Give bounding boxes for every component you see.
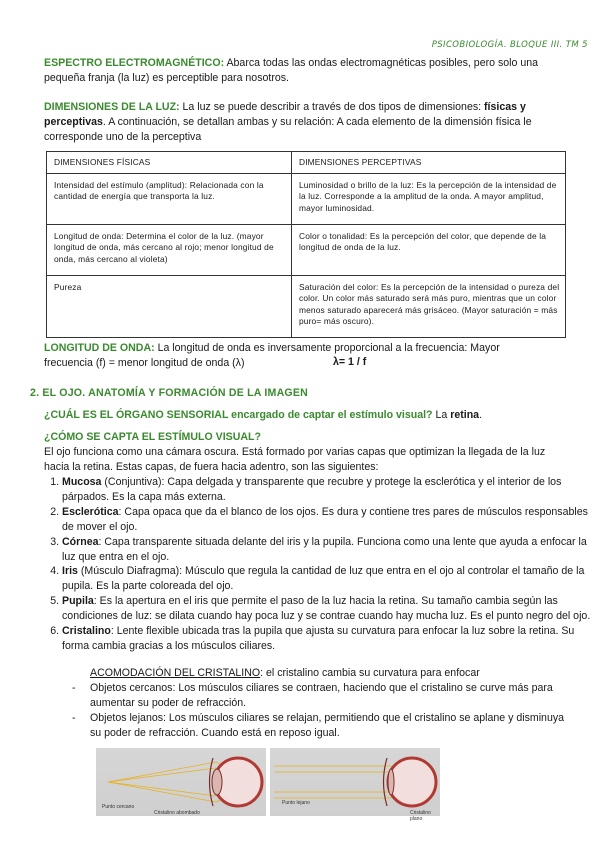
question-2-title: [44, 430, 562, 445]
list-item: [62, 505, 592, 535]
list-item: [62, 594, 592, 624]
eye-layers-list: [40, 475, 592, 654]
espectro-paragraph: [44, 56, 562, 86]
list-item: [62, 564, 592, 594]
list-item: [62, 535, 592, 565]
figure-label: Punto cercano: [102, 804, 135, 810]
list-item: - Objetos lejanos: Los músculos ciliares se relajan, permitiendo que el cristalino se aplane y disminuya su poder de refracción. Cuando está en reposo igual.: [90, 711, 570, 741]
table-header-row: [47, 152, 566, 174]
table-cell: Pureza: [47, 275, 292, 337]
layer-name: Mucosa: [62, 476, 102, 488]
dimensiones-text1: La luz se puede describir a través de dos tipos de dimensiones:: [179, 101, 485, 113]
layer-desc: : Capa transparente situada delante del iris y la pupila. Funciona como una lente que ayuda a enfocar la luz que entra en el ojo.: [62, 535, 587, 563]
figure-label: Cristalino abombado: [154, 810, 200, 816]
acomodacion-line: [90, 666, 570, 681]
list-item: - Objetos cercanos: Los músculos ciliares se contraen, haciendo que el cristalino se curve más para aumentar su poder de refracción.: [90, 681, 570, 711]
longitud-text: La longitud de onda es inversamente proporcional a la frecuencia: Mayor frecuencia (f) = menor longitud de onda (λ): [44, 342, 500, 369]
eye-diagram-near: [96, 748, 266, 816]
acomodacion-text: : el cristalino cambia su curvatura para enfocar: [260, 667, 480, 679]
layer-desc: : Capa opaca que da el blanco de los ojos. Es dura y contiene tres pares de músculos responsables de mover el ojo.: [62, 505, 588, 533]
section-2-title: 2. EL OJO. ANATOMÍA Y FORMACIÓN DE LA IMAGEN: [30, 387, 308, 399]
espectro-term: ESPECTRO ELECTROMAGNÉTICO:: [44, 57, 225, 69]
dimensiones-bold: físicas y perceptivas: [44, 101, 526, 128]
acomodacion-title: ACOMODACIÓN DEL CRISTALINO: [90, 667, 261, 679]
table-cell: Longitud de onda: Determina el color de la luz. (mayor longitud de onda, más cercano al rojo; menor longitud de onda, más cercano al violeta): [47, 224, 292, 275]
layer-name: Pupila: [62, 595, 94, 608]
table-header-cell: DIMENSIONES PERCEPTIVAS: [292, 152, 566, 174]
figure-label: Punto lejano: [282, 800, 310, 806]
list-item: [62, 475, 592, 505]
layer-name: Córnea: [62, 535, 99, 548]
table-cell: Intensidad del estímulo (amplitud): Relacionada con la cantidad de energía que transporta la luz.: [47, 173, 292, 224]
layer-desc: : Es la apertura en el iris que permite el paso de la luz hacia la retina. Su tamaño cambia según las condiciones de luz: se dilata cuando hay poca luz y se contrae cuando hay mucha luz. Es el punto negro del ojo.: [62, 595, 591, 623]
table-cell: Saturación del color: Es la percepción de la intensidad o pureza del color. Un color más saturado será más puro, mientras que un color menos saturado aparecerá más grisáceo. (Mayor saturación = más puro= más oscuro).: [292, 275, 566, 337]
longitud-term: LONGITUD DE ONDA:: [44, 342, 155, 354]
list-item: [62, 624, 592, 654]
table-row: [47, 275, 566, 337]
question-2-intro: El ojo funciona como una cámara oscura. Está formado por varias capas que optimizan la llegada de la luz hacia la retina. Estas capas, de fuera hacia adentro, son las siguientes:: [44, 446, 546, 473]
dimensions-table: [46, 151, 566, 338]
figure-label: Cristalino plano: [410, 810, 431, 822]
question-2-text: ¿CÓMO SE CAPTA EL ESTÍMULO VISUAL?: [44, 431, 261, 443]
table-row: [47, 173, 566, 224]
table-header-cell: DIMENSIONES FÍSICAS: [47, 152, 292, 174]
dimensiones-text2: . A continuación, se detallan ambas y su relación: A cada elemento de la dimensión física le corresponde uno de la perceptiva: [44, 116, 532, 143]
running-header: PSICOBIOLOGÍA. BLOQUE III. TM 5: [431, 40, 588, 50]
table-row: [47, 224, 566, 275]
longitud-paragraph: [44, 341, 514, 371]
layer-desc: (Músculo Diafragma): Músculo que regula la cantidad de luz que entra en el ojo al controlar el tamaño de la pupila. Es la parte coloreada del ojo.: [62, 565, 585, 593]
dimensiones-paragraph: [44, 100, 562, 145]
question-1-answer-post: .: [479, 409, 483, 421]
eye-diagram-far: [270, 748, 440, 822]
question-1: [44, 408, 562, 423]
table-cell: Color o tonalidad: Es la percepción del color, que depende de la longitud de onda de la luz.: [292, 224, 566, 275]
layer-desc: (Conjuntiva): Capa delgada y transparente que recubre y protege la esclerótica y el interior de los párpados. Es la capa más externa.: [62, 476, 562, 503]
layer-name: Esclerótica: [62, 505, 119, 518]
question-1-answer-pre: La: [432, 409, 451, 421]
layer-name: Iris: [62, 565, 78, 578]
layer-desc: : Lente flexible ubicada tras la pupila que ajusta su curvatura para enfocar la luz sobre la retina. Su forma cambia gracias a los músculos ciliares.: [62, 625, 575, 652]
table-cell: Luminosidad o brillo de la luz: Es la percepción de la intensidad de la luz. Corresponde a la amplitud de la onda. A mayor amplitud, mayor luminosidad.: [292, 173, 566, 224]
acomodacion-list: [70, 681, 570, 741]
dimensiones-term: DIMENSIONES DE LA LUZ:: [44, 101, 180, 113]
espectro-text: Abarca todas las ondas electromagnéticas posibles, pero solo una pequeña franja (la luz) es perceptible para nosotros.: [44, 57, 538, 84]
layer-name: Cristalino: [62, 625, 111, 638]
question-1-text: ¿CUÁL ES EL ÓRGANO SENSORIAL encargado de captar el estímulo visual?: [44, 409, 433, 421]
question-1-answer: retina: [450, 409, 480, 421]
wavelength-formula: λ= 1 / f: [333, 356, 367, 368]
